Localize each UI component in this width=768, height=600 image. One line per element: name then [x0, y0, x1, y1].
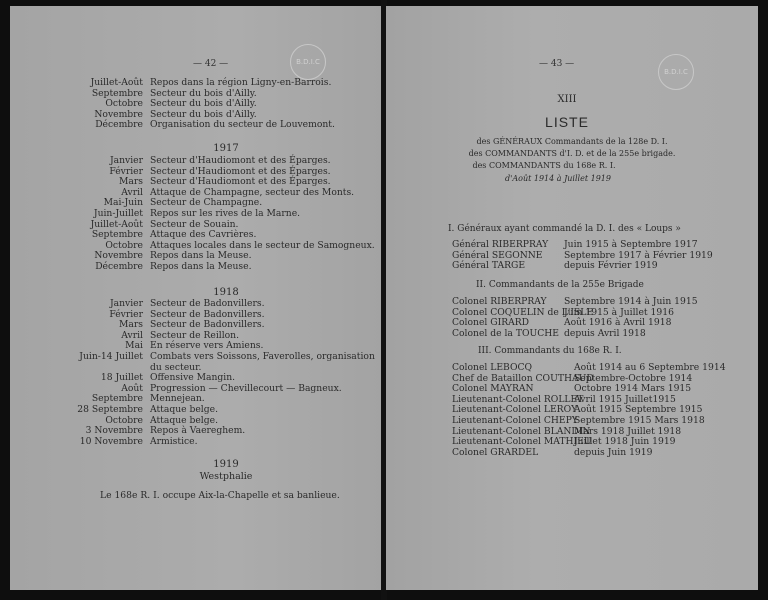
month-label: Août	[121, 382, 143, 394]
month-label: Septembre	[91, 393, 143, 405]
commander-name: Colonel COQUELIN de L'ISLE	[452, 306, 594, 318]
month-entry: Offensive Mangin.	[150, 372, 236, 384]
month-entry: Secteur de Souain.	[150, 218, 239, 230]
month-entry: Secteur du bois d'Ailly.	[150, 87, 257, 99]
library-stamp: B.D.I.C	[658, 54, 694, 90]
month-entry: Secteur de Badonvillers.	[150, 298, 265, 309]
commander-name: Colonel de la TOUCHE	[452, 327, 559, 339]
month-entry: Repos dans la Meuse.	[150, 250, 252, 262]
command-period: Juin 1915 à Septembre 1917	[564, 239, 698, 250]
commander-name: Lieutenant-Colonel CHEPY	[452, 415, 578, 426]
section-heading-3: III. Commandants du 168e R. I.	[478, 346, 622, 356]
command-period: depuis Février 1919	[564, 260, 658, 272]
month-label: Juin-14 Juillet	[79, 351, 143, 362]
month-label: Octobre	[105, 239, 143, 251]
commander-name: Lieutenant-Colonel ROLLET	[452, 393, 584, 405]
page-title: LISTE	[545, 114, 589, 130]
chapter-number: XIII	[557, 94, 577, 105]
commander-name: Colonel RIBERPRAY	[452, 296, 547, 307]
month-label: Janvier	[109, 155, 143, 166]
month-label: Mars	[119, 319, 143, 331]
month-label: 18 Juillet	[100, 372, 143, 384]
month-entry: Secteur d'Haudiomont et des Éparges.	[150, 176, 331, 188]
year-heading-1917: 1917	[213, 143, 239, 154]
command-period: Septembre-Octobre 1914	[574, 372, 693, 384]
command-period: depuis Juin 1919	[574, 446, 653, 458]
month-entry: Mennejean.	[150, 393, 205, 405]
month-label: Septembre	[91, 87, 143, 99]
month-entry: Progression — Chevillecourt — Bagneux.	[150, 382, 342, 394]
closing-line: Le 168e R. I. occupe Aix-la-Chapelle et sa banlieue.	[100, 490, 340, 501]
month-entry: Secteur de Reillon.	[150, 329, 240, 341]
month-label: Novembre	[94, 250, 143, 262]
month-entry: Attaque belge.	[150, 404, 218, 415]
month-entry: Secteur de Badonvillers.	[150, 319, 265, 331]
month-label: Décembre	[95, 119, 143, 131]
subtitle-line-2: des COMMANDANTS d'I. D. et de la 255e brigade.	[468, 149, 676, 158]
command-period: Juin 1915 à Juillet 1916	[564, 306, 674, 318]
month-label: Avril	[121, 329, 143, 341]
commander-name: Lieutenant-Colonel MATHIEU	[452, 436, 592, 448]
month-entry: Repos sur les rives de la Marne.	[150, 208, 301, 219]
month-label: 10 Novembre	[79, 435, 143, 447]
month-entry: Attaques locales dans le secteur de Samogneux.	[150, 239, 375, 251]
month-label: Décembre	[95, 261, 143, 272]
command-period: Septembre 1915 Mars 1918	[574, 415, 705, 426]
month-entry: du secteur.	[150, 361, 202, 373]
commander-name: Général SEGONNE	[452, 249, 543, 261]
page-number: — 42 —	[193, 59, 229, 69]
command-period: Septembre 1914 à Juin 1915	[564, 296, 698, 307]
command-period: Octobre 1914 Mars 1915	[574, 383, 692, 395]
page-number: — 43 —	[539, 59, 575, 69]
month-label: Février	[109, 308, 143, 320]
command-period: Août 1914 au 6 Septembre 1914	[574, 362, 726, 373]
section-heading-2: II. Commandants de la 255e Brigade	[476, 280, 644, 290]
month-label: Octobre	[105, 98, 143, 110]
commander-name: Général RIBERPRAY	[452, 239, 549, 250]
command-period: depuis Avril 1918	[564, 327, 646, 339]
left-page	[10, 6, 382, 590]
month-label: Juillet-Août	[90, 77, 143, 88]
command-period: Mars 1918 Juillet 1918	[574, 425, 682, 437]
month-entry: Attaque belge.	[150, 414, 218, 426]
command-period: Avril 1915 Juillet1915	[574, 393, 676, 405]
commander-name: Colonel GRARDEL	[452, 446, 539, 458]
commander-name: Lieutenant-Colonel BLANDIN	[452, 425, 591, 437]
month-label: Février	[109, 165, 143, 177]
right-page	[386, 6, 758, 590]
month-entry: En réserve vers Amiens.	[150, 340, 264, 352]
month-label: Mai	[125, 340, 143, 352]
commander-name: Général TARGE	[452, 260, 526, 272]
subtitle-line-3: des COMMANDANTS du 168e R. I.	[472, 161, 616, 170]
month-entry: Secteur d'Haudiomont et des Éparges.	[150, 165, 331, 177]
year-heading-1919: 1919	[213, 459, 239, 470]
command-period: Septembre 1917 à Février 1919	[564, 249, 713, 261]
month-label: Janvier	[109, 298, 143, 309]
command-period: Août 1916 à Avril 1918	[564, 317, 672, 329]
year-heading-1918: 1918	[213, 287, 239, 298]
month-entry: Repos à Vaereghem.	[150, 425, 246, 437]
month-entry: Repos dans la région Ligny-en-Barrois.	[150, 77, 332, 88]
library-stamp: B.D.I.C	[290, 44, 326, 80]
commander-name: Colonel LEBOCQ	[452, 362, 533, 373]
subtitle-line-1: des GÉNÉRAUX Commandants de la 128e D. I.	[476, 137, 668, 146]
date-range: d'Août 1914 à Juillet 1919	[505, 174, 611, 183]
month-label: Novembre	[94, 108, 143, 120]
month-entry: Secteur de Champagne.	[150, 197, 263, 209]
month-entry: Secteur de Badonvillers.	[150, 308, 265, 320]
month-entry: Secteur d'Haudiomont et des Éparges.	[150, 155, 331, 166]
command-period: Août 1915 Septembre 1915	[574, 404, 703, 416]
month-label: Avril	[121, 186, 143, 198]
month-label: Septembre	[91, 229, 143, 241]
month-entry: Attaque de Champagne, secteur des Monts.	[150, 186, 355, 198]
command-period: Juillet 1918 Juin 1919	[574, 436, 676, 448]
month-entry: Repos dans la Meuse.	[150, 261, 252, 272]
month-entry: Secteur du bois d'Ailly.	[150, 98, 257, 110]
commander-name: Chef de Bataillon COUTHAUD	[452, 372, 594, 384]
month-entry: Organisation du secteur de Louvemont.	[150, 119, 335, 131]
month-label: 3 Novembre	[85, 425, 143, 437]
month-label: Mai-Juin	[103, 197, 143, 209]
commander-name: Colonel MAYRAN	[452, 383, 534, 395]
commander-name: Colonel GIRARD	[452, 317, 530, 329]
month-entry: Armistice.	[150, 435, 198, 447]
month-label: Octobre	[105, 414, 143, 426]
section-heading-1: I. Généraux ayant commandé la D. I. des « Loups »	[448, 224, 681, 234]
month-label: Juillet-Août	[90, 218, 143, 230]
month-label: Mars	[119, 176, 143, 188]
month-label: 28 Septembre	[77, 404, 143, 415]
month-entry: Attaque des Cavrières.	[150, 229, 257, 241]
region-heading: Westphalie	[199, 471, 253, 482]
month-label: Juin-Juillet	[93, 208, 143, 219]
month-entry: Secteur du bois d'Ailly.	[150, 108, 257, 120]
month-entry: Combats vers Soissons, Faverolles, organisation	[150, 351, 375, 362]
commander-name: Lieutenant-Colonel LEROY	[452, 404, 578, 416]
